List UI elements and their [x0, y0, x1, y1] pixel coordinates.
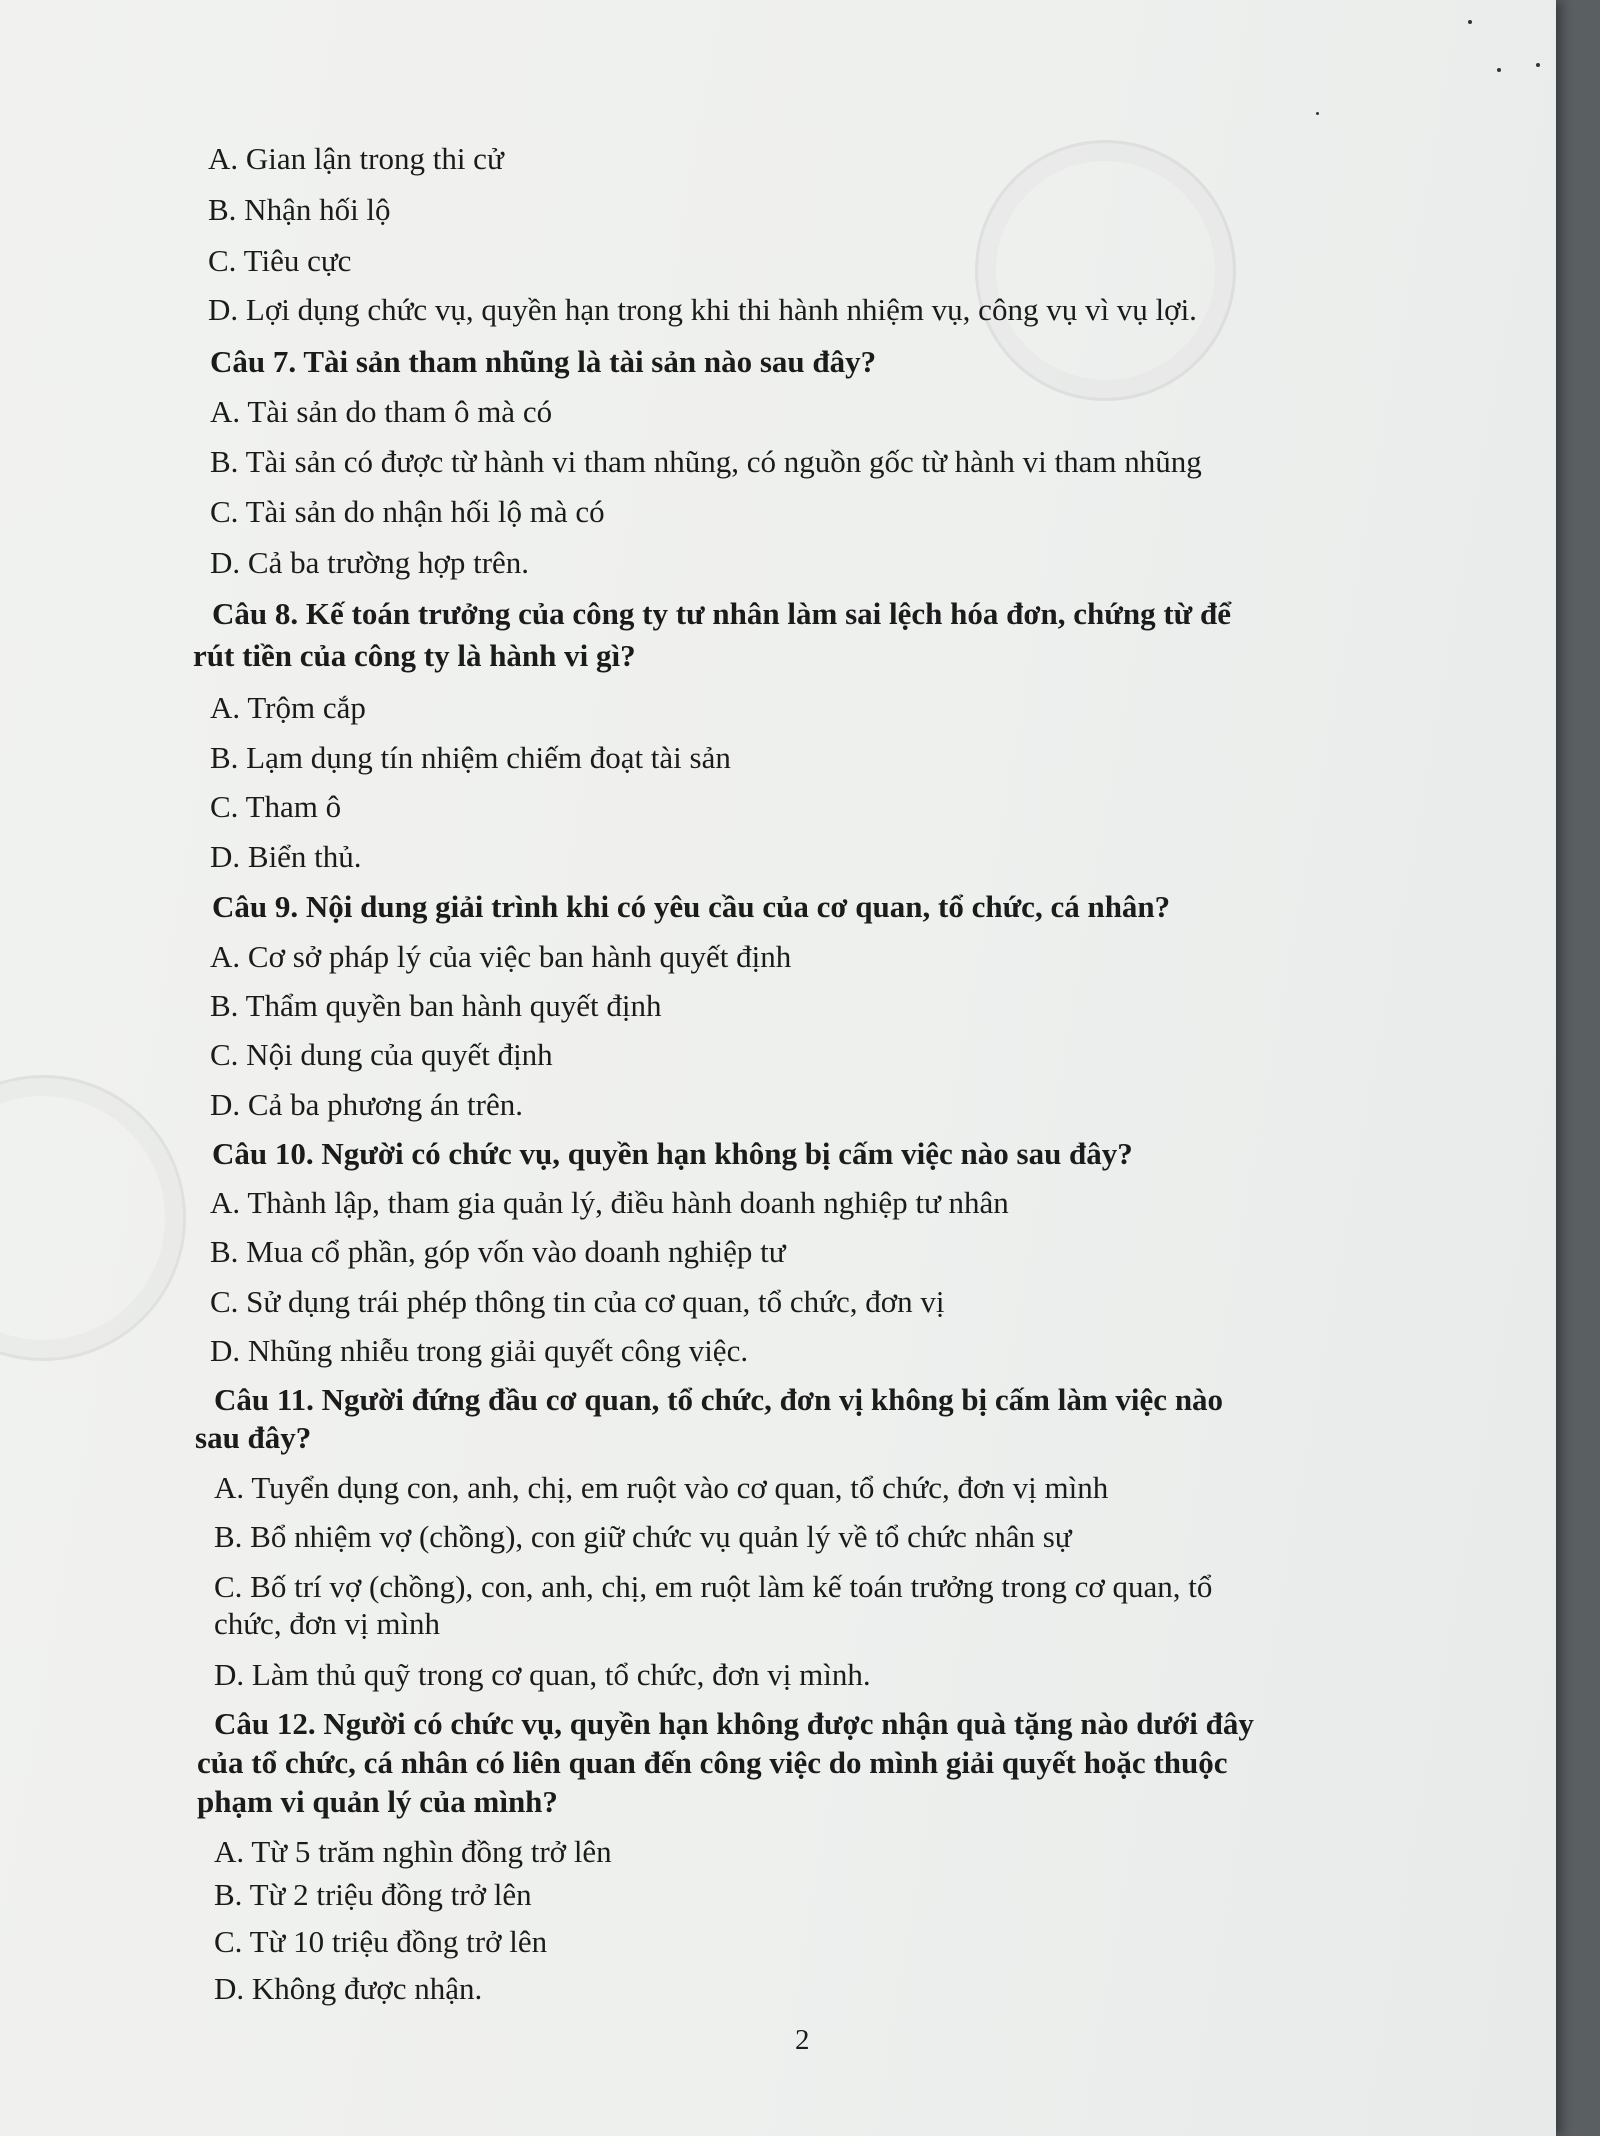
question-12-cont: của tổ chức, cá nhân có liên quan đến công việc do mình giải quyết hoặc thuộc: [197, 1745, 1228, 1780]
option-line: B. Từ 2 triệu đồng trở lên: [214, 1877, 532, 1912]
question-10: Câu 10. Người có chức vụ, quyền hạn không bị cấm việc nào sau đây?: [212, 1136, 1133, 1171]
question-11-cont: sau đây?: [195, 1420, 312, 1455]
option-line: D. Nhũng nhiễu trong giải quyết công việc.: [210, 1333, 749, 1368]
option-line: D. Không được nhận.: [214, 1971, 483, 2006]
option-line: D. Biển thủ.: [210, 839, 362, 874]
option-line: D. Làm thủ quỹ trong cơ quan, tổ chức, đơn vị mình.: [214, 1657, 871, 1692]
option-line: B. Tài sản có được từ hành vi tham nhũng, có nguồn gốc từ hành vi tham nhũng: [210, 444, 1202, 479]
option-line: D. Lợi dụng chức vụ, quyền hạn trong khi thi hành nhiệm vụ, công vụ vì vụ lợi.: [208, 292, 1197, 327]
option-line: B. Nhận hối lộ: [208, 192, 391, 227]
option-line: C. Từ 10 triệu đồng trở lên: [214, 1924, 548, 1959]
question-11: Câu 11. Người đứng đầu cơ quan, tổ chức, đơn vị không bị cấm làm việc nào: [214, 1382, 1224, 1417]
option-line: B. Lạm dụng tín nhiệm chiếm đoạt tài sản: [210, 740, 731, 775]
option-line: A. Tài sản do tham ô mà có: [210, 394, 553, 429]
question-9: Câu 9. Nội dung giải trình khi có yêu cầu của cơ quan, tổ chức, cá nhân?: [212, 889, 1171, 924]
option-line: B. Mua cổ phần, góp vốn vào doanh nghiệp tư: [210, 1234, 786, 1269]
option-line: C. Nội dung của quyết định: [210, 1037, 553, 1072]
question-12: Câu 12. Người có chức vụ, quyền hạn không được nhận quà tặng nào dưới đây: [214, 1706, 1254, 1741]
option-line: D. Cả ba trường hợp trên.: [210, 545, 530, 580]
option-line: C. Sử dụng trái phép thông tin của cơ quan, tổ chức, đơn vị: [210, 1284, 945, 1319]
question-8: Câu 8. Kế toán trưởng của công ty tư nhân làm sai lệch hóa đơn, chứng từ để: [212, 596, 1232, 631]
page-number: 2: [795, 2024, 810, 2056]
option-line: C. Bố trí vợ (chồng), con, anh, chị, em ruột làm kế toán trưởng trong cơ quan, tổ: [214, 1569, 1213, 1604]
option-line-cont: chức, đơn vị mình: [214, 1606, 441, 1641]
option-line: A. Từ 5 trăm nghìn đồng trở lên: [214, 1834, 612, 1869]
option-line: A. Tuyển dụng con, anh, chị, em ruột vào cơ quan, tổ chức, đơn vị mình: [214, 1470, 1109, 1505]
option-line: C. Tiêu cực: [208, 243, 352, 278]
option-line: B. Bổ nhiệm vợ (chồng), con giữ chức vụ quản lý về tổ chức nhân sự: [214, 1519, 1072, 1554]
question-7: Câu 7. Tài sản tham nhũng là tài sản nào sau đây?: [210, 344, 877, 379]
option-line: C. Tham ô: [210, 789, 342, 824]
option-line: A. Trộm cắp: [210, 690, 366, 725]
option-line: A. Thành lập, tham gia quản lý, điều hành doanh nghiệp tư nhân: [210, 1185, 1009, 1220]
option-line: D. Cả ba phương án trên.: [210, 1087, 523, 1122]
option-line: C. Tài sản do nhận hối lộ mà có: [210, 494, 605, 529]
question-8-cont: rút tiền của công ty là hành vi gì?: [193, 638, 636, 673]
option-line: A. Cơ sở pháp lý của việc ban hành quyết định: [210, 939, 792, 974]
option-line: A. Gian lận trong thi cử: [208, 141, 504, 176]
question-12-cont: phạm vi quản lý của mình?: [197, 1784, 558, 1819]
option-line: B. Thẩm quyền ban hành quyết định: [210, 988, 662, 1023]
